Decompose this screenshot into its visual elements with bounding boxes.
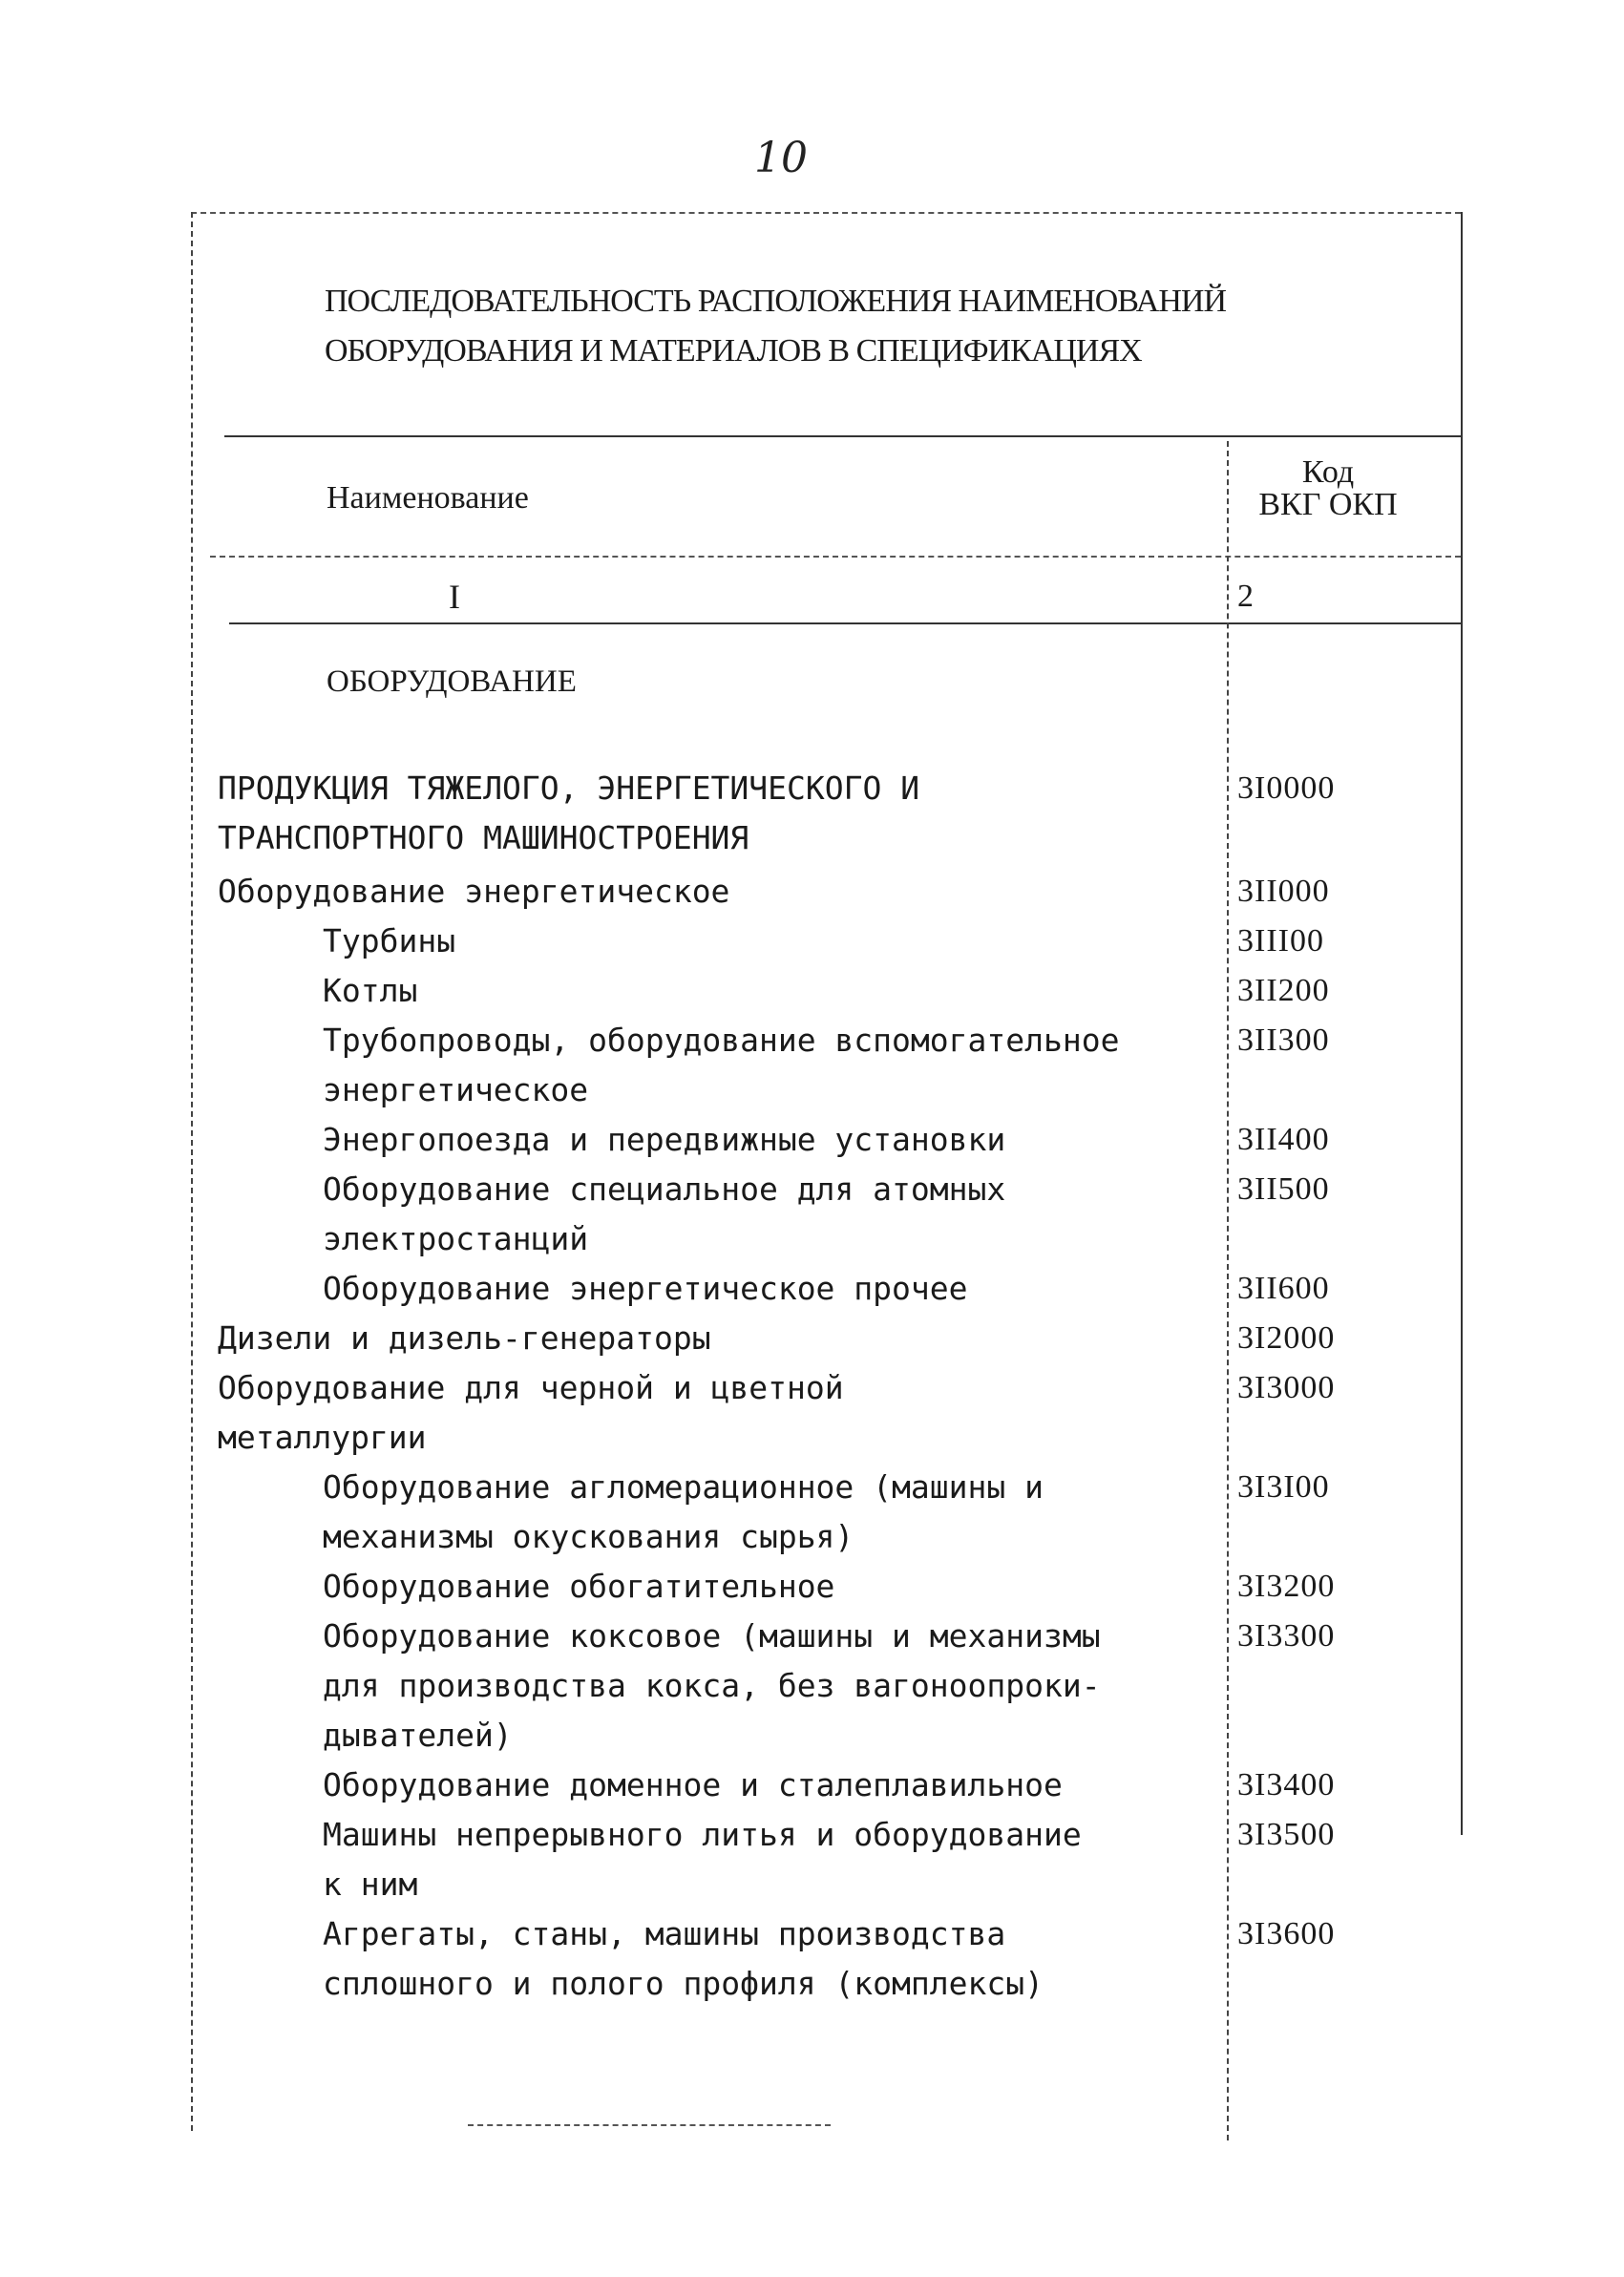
title-line-1: ПОСЛЕДОВАТЕЛЬНОСТЬ РАСПОЛОЖЕНИЯ НАИМЕНОВАНИЙ (325, 284, 1227, 319)
column-number-divider (229, 622, 1461, 624)
row-name: Оборудование доменное и сталеплавильное (323, 1766, 1063, 1803)
row-code: 3II000 (1237, 874, 1330, 909)
row-name: металлургии (218, 1419, 427, 1456)
row-name: механизмы окускования сырья) (323, 1518, 854, 1555)
row-name: Трубопроводы, оборудование вспомогательное (323, 1022, 1120, 1059)
row-name: сплошного и полого профиля (комплексы) (323, 1965, 1044, 2002)
column-divider (1227, 441, 1229, 2140)
row-name: электростанций (323, 1220, 589, 1257)
row-name: Оборудование обогатительное (323, 1568, 835, 1605)
row-code: 3I3600 (1237, 1916, 1336, 1951)
column-header-code (1237, 456, 1419, 521)
row-code: 3II500 (1237, 1171, 1330, 1207)
row-name: ПРОДУКЦИЯ ТЯЖЕЛОГО, ЭНЕРГЕТИЧЕСКОГО И (218, 770, 920, 807)
code-header-line-1: Код (1301, 454, 1355, 490)
row-name: Энергопоезда и передвижные установки (323, 1121, 1006, 1158)
page-number: 10 (754, 134, 808, 182)
row-name: Турбины (323, 922, 456, 959)
row-name: для производства кокса, без вагоноопроки- (323, 1667, 1101, 1704)
row-name: к ним (323, 1866, 418, 1903)
section-heading: ОБОРУДОВАНИЕ (327, 664, 577, 699)
column-header-name: Наименование (327, 480, 529, 516)
row-code: 3II600 (1237, 1271, 1330, 1306)
row-code: 3I3300 (1237, 1618, 1336, 1654)
row-code: 3II200 (1237, 973, 1330, 1008)
left-border (191, 212, 193, 2131)
row-name: энергетическое (323, 1071, 589, 1108)
row-name: ТРАНСПОРТНОГО МАШИНОСТРОЕНИЯ (218, 819, 749, 856)
top-border (191, 212, 1461, 214)
row-name: Машины непрерывного литья и оборудование (323, 1816, 1082, 1853)
title-divider (224, 435, 1461, 437)
row-code: 3II400 (1237, 1122, 1330, 1157)
row-name: Агрегаты, станы, машины производства (323, 1915, 1006, 1952)
row-name: Оборудование коксовое (машины и механизмы (323, 1617, 1101, 1655)
row-name: дывателей) (323, 1717, 513, 1754)
row-name: Дизели и дизель-генераторы (218, 1319, 711, 1357)
column-number-2: 2 (1237, 579, 1254, 614)
row-name: Оборудование для черной и цветной (218, 1369, 844, 1406)
row-code: 3II300 (1237, 1023, 1330, 1058)
document-title (325, 277, 1226, 376)
code-header-line-2: ВКГ ОКП (1258, 487, 1398, 522)
row-code: 3III00 (1237, 923, 1324, 959)
row-code: 3I3200 (1237, 1569, 1336, 1604)
row-name: Оборудование энергетическое (218, 873, 730, 910)
row-name: Оборудование специальное для атомных (323, 1170, 1006, 1208)
row-code: 3I0000 (1237, 770, 1336, 806)
title-line-2: ОБОРУДОВАНИЯ И МАТЕРИАЛОВ В СПЕЦИФИКАЦИЯХ (325, 333, 1142, 369)
column-number-1: I (449, 578, 460, 616)
row-code: 3I3400 (1237, 1767, 1336, 1803)
row-name: Оборудование агломерационное (машины и (323, 1468, 1044, 1506)
row-name: Оборудование энергетическое прочее (323, 1270, 968, 1307)
row-code: 3I3I00 (1237, 1469, 1330, 1505)
row-name: Котлы (323, 972, 418, 1009)
right-border (1461, 212, 1463, 1835)
row-code: 3I2000 (1237, 1320, 1336, 1356)
row-code: 3I3000 (1237, 1370, 1336, 1405)
bottom-border (468, 2124, 831, 2126)
header-divider (210, 556, 1461, 558)
row-code: 3I3500 (1237, 1817, 1336, 1852)
